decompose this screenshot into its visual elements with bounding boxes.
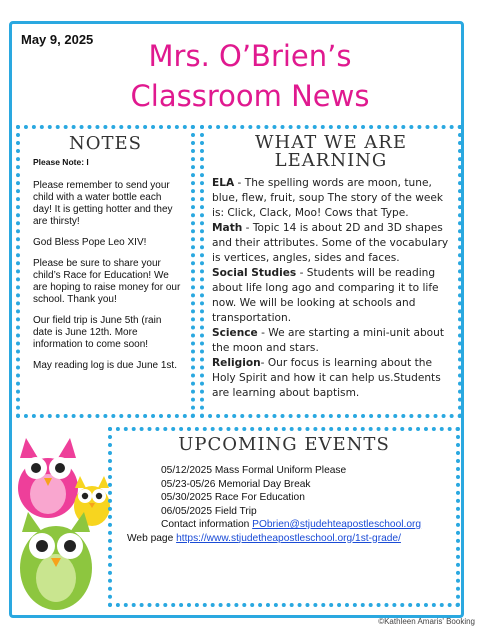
learning-item-math <box>212 221 454 266</box>
contact-label: Contact information <box>161 519 253 530</box>
learning-body <box>204 170 458 401</box>
note-paragraph: Please remember to send your child with a water bottle each day! It is getting hotter and they are thirsty! <box>33 180 173 227</box>
events-panel <box>108 427 460 607</box>
web-page-link[interactable]: https://www.stjudetheapostleschool.org/1st-grade/ <box>176 532 401 544</box>
subject-label: ELA <box>212 177 235 189</box>
learning-item-religion <box>212 356 454 401</box>
pink-owl-icon <box>18 438 78 518</box>
events-heading: UPCOMING EVENTS <box>178 434 390 455</box>
event-item: 06/05/2025 Field Trip <box>161 505 257 517</box>
subject-text: - The spelling words are moon, tune, blue, flew, fruit, soup The story of the week is: Click, Clack, Moo! Cows that Type. <box>212 177 444 219</box>
note-paragraph: God Bless Pope Leo XIV! <box>33 237 147 248</box>
learning-item-ela <box>212 176 454 221</box>
event-item: 05/12/2025 Mass Formal Uniform Please <box>161 465 347 476</box>
subject-text: - Our focus is learning about the Holy Spirit and how it can help us.Students are learning about baptism. <box>212 357 441 399</box>
subject-text: - We are starting a mini-unit about the moon and stars. <box>212 327 445 354</box>
subject-label: Science <box>212 327 258 339</box>
page-title <box>100 36 400 116</box>
subject-label: Math <box>212 222 243 234</box>
learning-panel <box>200 125 462 418</box>
title-line-1: Mrs. O’Brien’s <box>148 39 352 73</box>
subject-label: Religion <box>212 357 261 369</box>
learning-item-science <box>212 326 454 356</box>
subject-label: Social Studies <box>212 267 297 279</box>
learning-item-social-studies <box>212 266 454 326</box>
note-paragraph: May reading log is due June 1st. <box>33 360 177 371</box>
notes-body <box>20 153 191 372</box>
notes-heading: NOTES <box>69 133 142 154</box>
web-page-line <box>127 532 456 546</box>
note-paragraph: Please be sure to share your child’s Race for Education! We are hoping to raise money for our school. Thank you! <box>33 258 181 305</box>
title-line-2: Classroom News <box>130 79 370 113</box>
subject-text: - Topic 14 is about 2D and 3D shapes and their attributes. Some of the vocabulary is vertices, angles, sides and faces. <box>212 222 449 264</box>
event-item: 05/30/2025 Race For Education <box>161 492 305 503</box>
web-label: Web page <box>127 532 177 544</box>
learning-heading-line-1: WHAT WE ARE <box>255 132 407 153</box>
learning-heading-line-2: LEARNING <box>274 150 388 171</box>
events-body <box>112 454 456 545</box>
owls-illustration <box>12 428 112 613</box>
event-item: 05/23-05/26 Memorial Day Break <box>161 478 311 490</box>
notes-panel <box>16 125 195 418</box>
contact-line <box>127 518 456 532</box>
copyright-footer: ©Kathleen Amaris' Booking <box>378 617 475 626</box>
green-owl-icon <box>20 512 92 610</box>
note-paragraph: Our field trip is June 5th (rain date is June 12th. More information to come soon! <box>33 315 162 350</box>
contact-email-link[interactable]: PObrien@stjudehteapostleschool.org <box>252 519 422 530</box>
please-note-label: Please Note: l <box>33 157 89 167</box>
learning-heading <box>204 134 458 170</box>
subject-text: - Students will be reading about life long ago and comparing it to life now. We will be looking at schools and transportation. <box>212 267 439 324</box>
newsletter-date: May 9, 2025 <box>21 32 94 47</box>
yellow-owl-icon <box>74 476 110 526</box>
